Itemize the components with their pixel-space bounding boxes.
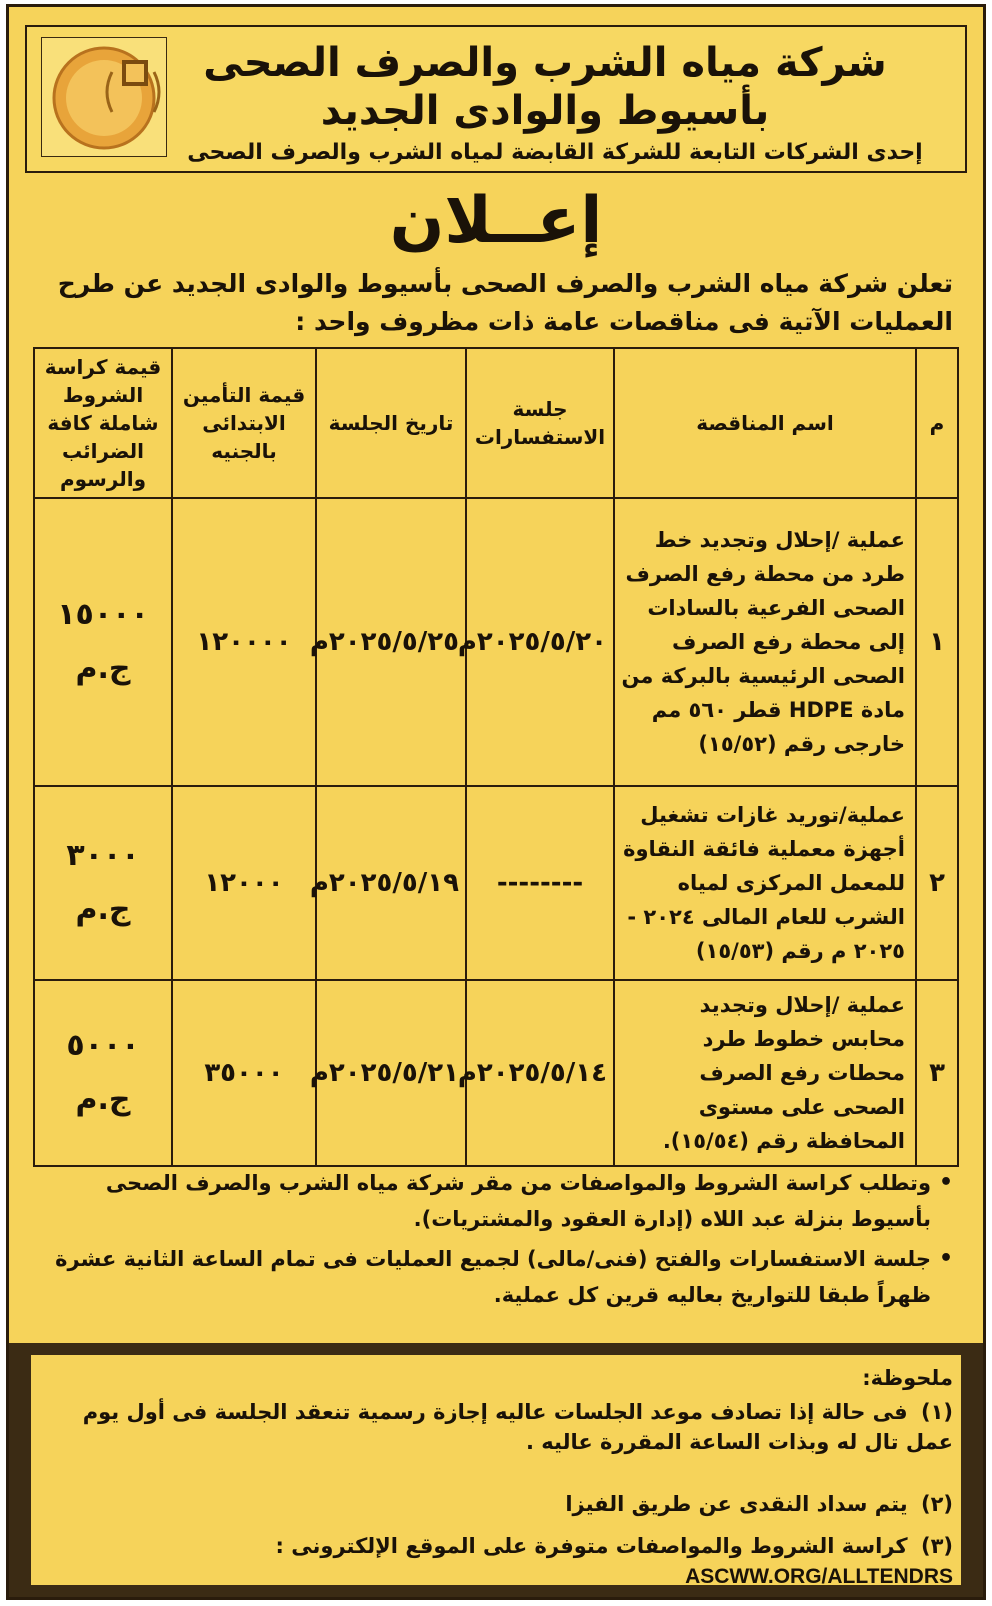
header-inquiry: جلسة الاستفسارات — [466, 348, 614, 498]
company-name-line2: بأسيوط والوادى الجديد — [320, 88, 770, 134]
row-price-currency: ج.م — [75, 651, 131, 686]
row-session-date: ٢٠٢٥/٥/٢١م — [316, 980, 466, 1166]
page-title: إعــلان — [389, 184, 603, 258]
header-date: تاريخ الجلسة — [316, 348, 466, 498]
note-3-text: كراسة الشروط والمواصفات متوفرة على الموقع الإلكترونى : — [275, 1534, 908, 1558]
row-inquiry-date: -------- — [466, 786, 614, 980]
tenders-table — [33, 347, 959, 1167]
note-1 — [53, 1397, 953, 1457]
header-no: م — [916, 348, 958, 498]
note-2-number: (٢) — [920, 1492, 953, 1516]
company-logo-icon — [42, 38, 166, 156]
row-insurance: ٣٥٠٠٠ — [172, 980, 316, 1166]
company-subtitle: إحدى الشركات التابعة للشركة القابضة لمياه الشرب والصرف الصحى — [187, 140, 923, 165]
row-price — [34, 498, 172, 786]
row-no: ٣ — [916, 980, 958, 1166]
note-1-text: فى حالة إذا تصادف موعد الجلسات عاليه إجازة رسمية تنعقد الجلسة فى أول يوم عمل تال له وبذات الساعة المقررة عاليه . — [82, 1400, 953, 1454]
note-3 — [53, 1531, 953, 1592]
bullet-icon: • — [938, 1246, 953, 1271]
row-insurance: ١٢٠٠٠ — [172, 786, 316, 980]
row-price — [34, 786, 172, 980]
note-3-number: (٣) — [920, 1534, 953, 1558]
list-item — [43, 1165, 953, 1237]
table-row — [34, 498, 958, 786]
row-insurance: ١٢٠٠٠٠ — [172, 498, 316, 786]
table-header-row — [34, 348, 958, 498]
row-price-currency: ج.م — [75, 1082, 131, 1117]
company-header — [25, 25, 967, 173]
row-inquiry-date: ٢٠٢٥/٥/٢٠م — [466, 498, 614, 786]
row-tender-name: عملية/توريد غازات تشغيل أجهزة معملية فائقة النقاوة للمعمل المركزى لمياه الشرب للعام المالى ٢٠٢٤ - ٢٠٢٥ م رقم (١٥/٥٣) — [614, 786, 916, 980]
bullet-text: جلسة الاستفسارات والفتح (فنى/مالى) لجميع العمليات فى تمام الساعة الثانية عشرة ظهراً طبقا للتواريخ بعاليه قرين كل عملية. — [55, 1247, 931, 1307]
list-item — [43, 1241, 953, 1313]
notes-band — [9, 1343, 983, 1597]
row-inquiry-date: ٢٠٢٥/٥/١٤م — [466, 980, 614, 1166]
header-insurance: قيمة التأمين الابتدائى بالجنيه — [172, 348, 316, 498]
row-no: ٢ — [916, 786, 958, 980]
header-name: اسم المناقصة — [614, 348, 916, 498]
tenders-website-link[interactable]: ASCWW.ORG/ALLTENDRS — [685, 1565, 953, 1588]
company-logo — [41, 37, 167, 157]
row-price-value: ١٥٠٠٠ — [57, 597, 149, 632]
advertisement-page — [6, 4, 986, 1600]
company-name-line1: شركة مياه الشرب والصرف الصحى — [203, 40, 887, 86]
table-row — [34, 980, 958, 1166]
row-session-date: ٢٠٢٥/٥/٢٥م — [316, 498, 466, 786]
note-1-number: (١) — [920, 1400, 953, 1424]
bullet-icon: • — [938, 1170, 953, 1195]
bullet-text: وتطلب كراسة الشروط والمواصفات من مقر شركة مياه الشرب والصرف الصحى بأسيوط بنزلة عبد اللاه (إدارة العقود والمشتريات). — [105, 1171, 931, 1231]
row-tender-name: عملية /إحلال وتجديد خط طرد من محطة رفع الصرف الصحى الفرعية بالسادات إلى محطة رفع الصرف الصحى الرئيسية بالبركة من مادة HDPE قطر ٥٦٠ مم خارجى رقم (١٥/٥٢) — [614, 498, 916, 786]
note-2-text: يتم سداد النقدى عن طريق الفيزا — [565, 1492, 908, 1516]
row-price-value: ٥٠٠٠ — [66, 1028, 140, 1063]
header-price: قيمة كراسة الشروط شاملة كافة الضرائب والرسوم — [34, 348, 172, 498]
note-2 — [53, 1489, 953, 1519]
table-row — [34, 786, 958, 980]
row-tender-name: عملية /إحلال وتجديد محابس خطوط طرد محطات رفع الصرف الصحى على مستوى المحافظة رقم (١٥/٥٤). — [614, 980, 916, 1166]
notes-title: ملحوظة: — [862, 1366, 953, 1390]
row-price-currency: ج.م — [75, 892, 131, 927]
row-price — [34, 980, 172, 1166]
row-no: ١ — [916, 498, 958, 786]
intro-text: تعلن شركة مياه الشرب والصرف الصحى بأسيوط والوادى الجديد عن طرح العمليات الآتية فى مناقصات عامة ذات مظروف واحد : — [57, 269, 953, 336]
notes-box — [31, 1355, 961, 1588]
bullet-list — [43, 1165, 953, 1317]
row-price-value: ٣٠٠٠ — [66, 838, 140, 873]
row-session-date: ٢٠٢٥/٥/١٩م — [316, 786, 466, 980]
